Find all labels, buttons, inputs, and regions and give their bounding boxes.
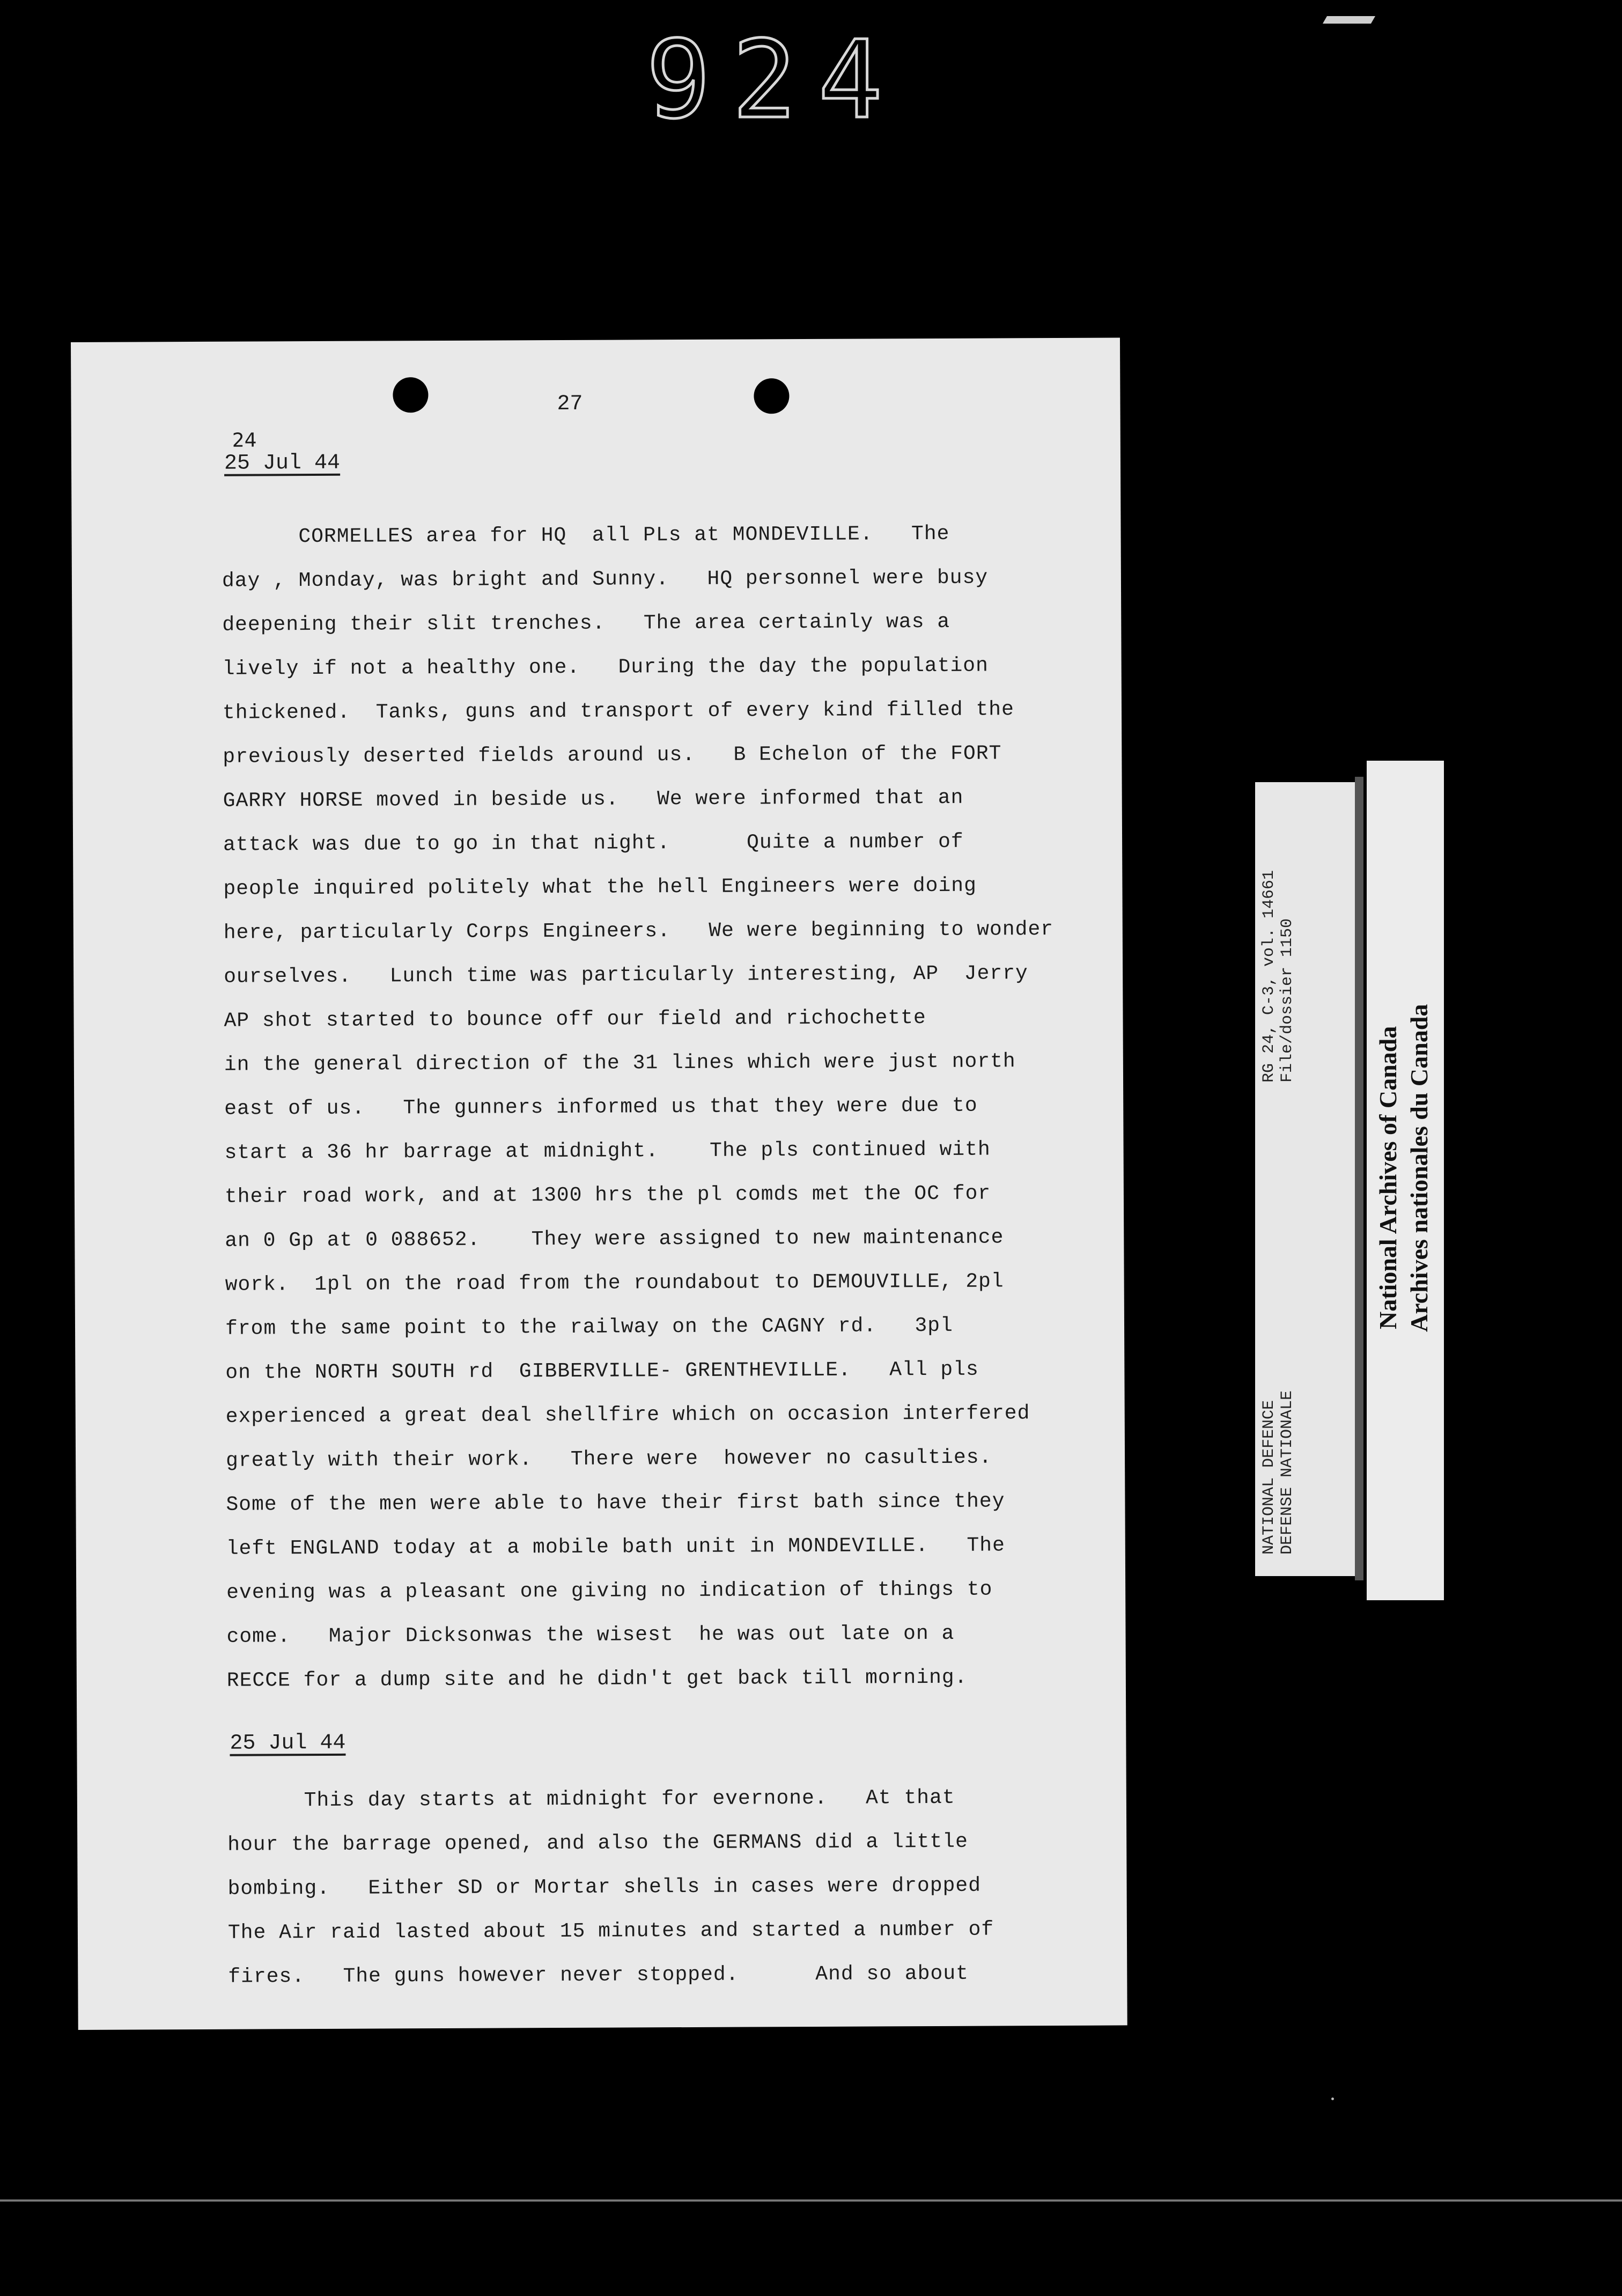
archive-stamp-text bbox=[1367, 761, 1444, 1600]
tag-department-fr: DEFENSE NATIONALE bbox=[1278, 1390, 1296, 1555]
text-line: This day starts at midnight for evernone. At that bbox=[227, 1786, 955, 1813]
text-line: east of us. The gunners informed us that they were due to bbox=[224, 1094, 978, 1121]
text-line: The Air raid lasted about 15 minutes and started a number of bbox=[227, 1918, 994, 1945]
archive-reference-tag bbox=[1255, 782, 1357, 1576]
text-line: here, particularly Corps Engineers. We were beginning to wonder bbox=[223, 918, 1054, 945]
entry-body bbox=[227, 1776, 994, 1999]
text-line: fires. The guns however never stopped. And so about bbox=[228, 1962, 969, 1989]
punch-hole-right bbox=[754, 378, 789, 414]
text-line: in the general direction of the 31 lines which were just north bbox=[224, 1050, 1016, 1077]
stamp-name-en: National Archives of Canada bbox=[1374, 1026, 1402, 1329]
text-line: thickened. Tanks, guns and transport of every kind filled the bbox=[222, 698, 1014, 725]
text-line: Some of the men were able to have their first bath since they bbox=[226, 1490, 1005, 1517]
text-line: previously deserted fields around us. B Echelon of the FORT bbox=[223, 742, 1002, 769]
archive-reference-tag-text bbox=[1255, 782, 1357, 1576]
text-line: CORMELLES area for HQ all PLs at MONDEVILLE. The bbox=[222, 522, 950, 549]
tag-reference-file: File/dossier 1150 bbox=[1278, 918, 1296, 1083]
entry-date-heading: 25 Jul 44 bbox=[224, 451, 341, 476]
text-line: RECCE for a dump site and he didn't get back till morning. bbox=[226, 1666, 968, 1692]
tag-shadow bbox=[1355, 777, 1363, 1580]
text-line: hour the barrage opened, and also the GERMANS did a little bbox=[227, 1830, 968, 1857]
text-line: their road work, and at 1300 hrs the pl comds met the OC for bbox=[224, 1182, 991, 1209]
text-line: on the NORTH SOUTH rd GIBBERVILLE- GRENTHEVILLE. All pls bbox=[225, 1358, 979, 1385]
text-line: an 0 Gp at 0 088652. They were assigned to new maintenance bbox=[225, 1226, 1004, 1253]
film-dust-dot bbox=[1331, 2098, 1334, 2100]
page-number: 27 bbox=[557, 392, 583, 417]
date-correction: 24 bbox=[232, 429, 257, 452]
entry-body bbox=[222, 512, 1057, 1703]
text-line: experienced a great deal shellfire which on occasion interfered bbox=[225, 1402, 1030, 1429]
text-line: bombing. Either SD or Mortar shells in cases were dropped bbox=[227, 1874, 982, 1901]
text-line: left ENGLAND today at a mobile bath unit in MONDEVILLE. The bbox=[226, 1534, 1005, 1561]
text-line: deepening their slit trenches. The area certainly was a bbox=[222, 610, 950, 637]
tag-department-en: NATIONAL DEFENCE bbox=[1260, 1400, 1278, 1555]
text-line: come. Major Dicksonwas the wisest he was out late on a bbox=[226, 1622, 955, 1649]
text-line: people inquired politely what the hell Engineers were doing bbox=[223, 874, 977, 901]
text-line: start a 36 hr barrage at midnight. The pls continued with bbox=[224, 1138, 991, 1165]
tag-reference-volume: RG 24, C-3, vol. 14661 bbox=[1260, 870, 1278, 1083]
text-line: evening was a pleasant one giving no indication of things to bbox=[226, 1578, 993, 1605]
archive-stamp bbox=[1367, 761, 1444, 1600]
text-line: lively if not a healthy one. During the day the population bbox=[222, 654, 989, 681]
text-line: day , Monday, was bright and Sunny. HQ personnel were busy bbox=[222, 566, 989, 593]
text-line: greatly with their work. There were however no casulties. bbox=[226, 1446, 992, 1473]
entry-date-heading: 25 Jul 44 bbox=[230, 1731, 346, 1756]
text-line: GARRY HORSE moved in beside us. We were informed that an bbox=[223, 786, 964, 813]
text-line: attack was due to go in that night. Quite a number of bbox=[223, 830, 964, 857]
text-line: AP shot started to bounce off our field and richochette bbox=[224, 1006, 926, 1033]
frame-bottom-rule bbox=[0, 2199, 1622, 2202]
frame-number: 924 bbox=[646, 18, 904, 143]
text-line: work. 1pl on the road from the roundabout to DEMOUVILLE, 2pl bbox=[225, 1270, 1004, 1297]
text-line: from the same point to the railway on the CAGNY rd. 3pl bbox=[225, 1314, 953, 1341]
punch-hole-left bbox=[393, 377, 428, 413]
stamp-name-fr: Archives nationales du Canada bbox=[1405, 1004, 1433, 1332]
document-page bbox=[71, 337, 1127, 2030]
film-corner-mark bbox=[1323, 16, 1375, 24]
text-line: ourselves. Lunch time was particularly interesting, AP Jerry bbox=[224, 962, 1028, 989]
